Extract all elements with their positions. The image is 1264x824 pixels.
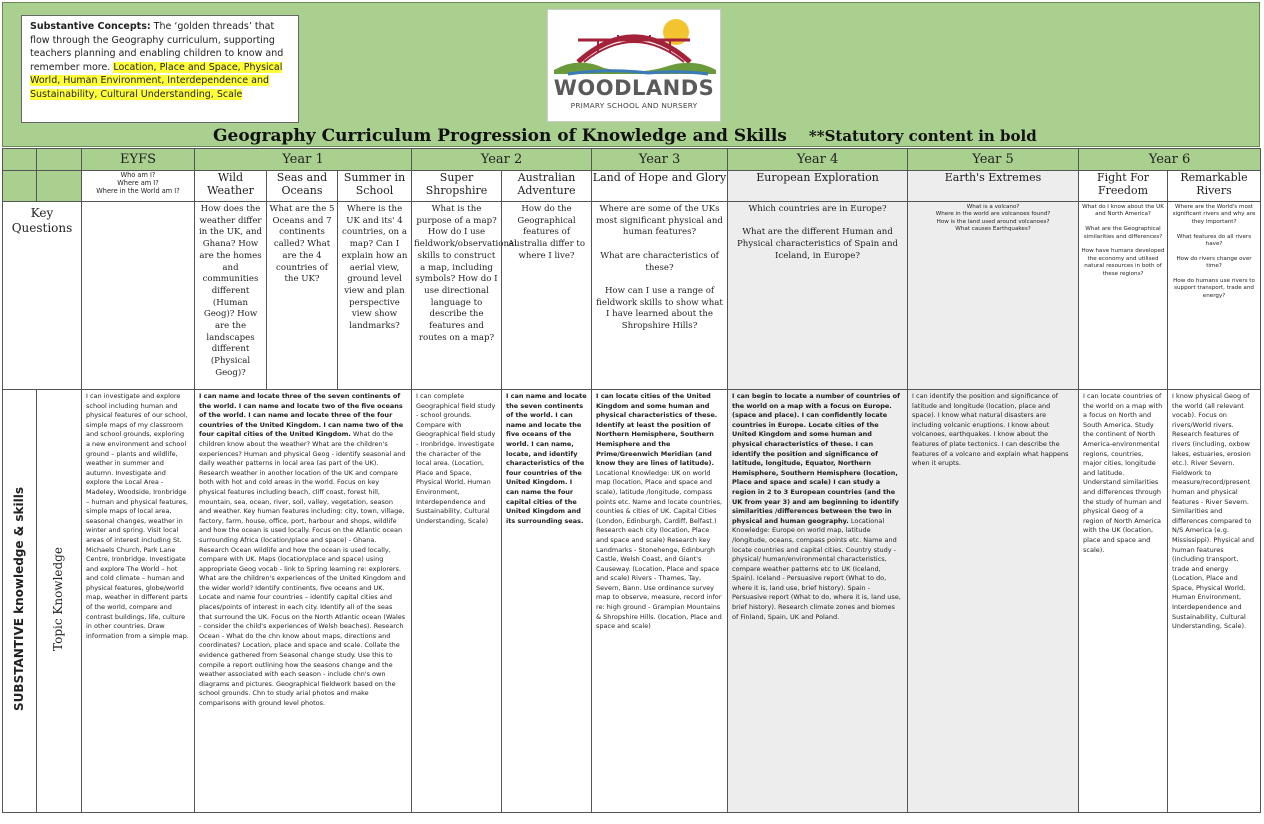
knowledge-year4-statutory: I can begin to locate a number of countries of the world on a map with a focus on Europe. (space and place). I can confidently locate countries in Europe. Locate cities of the United Kingdom and some human and physical characteristics of these. I can identify the position and significance of latitude, longitude, Equator, Northern Hemisphere, Southern Hemisphere (location, Place and space and scale) I can study a region in 2 to 3 European countries (and the UK from year 3) and am beginning to identify similarities /differences between the two in physical and human geography. (732, 392, 900, 525)
concepts-text: The ‘golden threads’ that flow through the Geography curriculum, supporting teachers planning and enabling children to know and remember more. (30, 21, 284, 73)
knowledge-remarkable-rivers-text: I know physical Geog of the world (all relevant vocab). Focus on rivers/World rivers. Research features of rivers (including, oxbow lakes, estuaries, erosion etc.). River Severn. Fieldwork to measure/record/present human and physical features - River Severn. Similarities and differences compared to N/S America (e.g. Mississippi). Physical and human features (including transport, trade and energy (Location, Place and Space, Physical World, Human Environment, Interdependence and Sustainability, Cultural Understanding, Scale). (1172, 392, 1255, 631)
school-logo (547, 9, 721, 122)
unit-earths-extremes: Earth's Extremes (908, 171, 1079, 202)
statutory-note: **Statutory content in bold (808, 127, 1037, 145)
knowledge-year3 (592, 390, 728, 813)
knowledge-year4 (728, 390, 908, 813)
topic-knowledge-row (3, 390, 1261, 813)
questions-remarkable-rivers: Where are the World's most significant rivers and why are they important? What features do all rivers have? How do rivers change over time? How do humans use rivers to support transport, trade and energy? (1168, 202, 1261, 390)
year-header-year6: Year 6 (1079, 149, 1261, 171)
unit-wild-weather: Wild Weather (195, 171, 267, 202)
key-questions-row (3, 202, 1261, 390)
knowledge-year1 (195, 390, 412, 813)
concepts-highlight: Location, Place and Space, Physical World, Human Environment, Interdependence and Sustainability, Cultural Understanding, Scale (30, 61, 283, 100)
unit-super-shropshire: Super Shropshire (412, 171, 502, 202)
year-header-row (3, 149, 1261, 171)
knowledge-year3-statutory: I can locate cities of the United Kingdom and some human and physical characteristics of these. Identify at least the position of Northern Hemisphere, Southern Hemisphere and the Prime/Greenwich Meridian (and know they are lines of latitude). (596, 392, 718, 468)
concepts-title: Substantive Concepts: (30, 21, 151, 32)
unit-australian-adventure: Australian Adventure (502, 171, 592, 202)
key-questions-label: Key Questions (3, 202, 82, 390)
year-header-year4: Year 4 (728, 149, 908, 171)
questions-seas-and-oceans: What are the 5 Oceans and 7 continents called? What are the 4 countries of the UK? (267, 202, 338, 390)
knowledge-fight-for-freedom-text: I can locate countries of the world on a map with a focus on North and South America. Study the continent of North America-environmental regions, countries, major cities, longitude and latitude. Understand similarities and differences through the study of human and physical Geog of a region of North America with the UK (location, place and space and scale). (1083, 392, 1163, 554)
unit-seas-and-oceans: Seas and Oceans (267, 171, 338, 202)
page-title (213, 126, 1253, 146)
questions-super-shropshire: What is the purpose of a map? How do I use fieldwork/observational skills to construct a map, including symbols? How do I use directional language to describe the features and routes on a map? (412, 202, 502, 390)
unit-eyfs: Who am I? Where am I? Where in the World am I? (82, 171, 195, 202)
unit-european-exploration: European Exploration (728, 171, 908, 202)
blank-header-cell (3, 149, 37, 171)
questions-european-exploration: Which countries are in Europe? What are the different Human and Physical characteristics of Spain and Iceland, in Europe? (728, 202, 908, 390)
logo-subtitle: PRIMARY SCHOOL AND NURSERY (570, 101, 698, 110)
blank-unit-cell (37, 171, 82, 202)
unit-fight-for-freedom: Fight For Freedom (1079, 171, 1168, 202)
substantive-label-cell (3, 390, 37, 813)
unit-remarkable-rivers: Remarkable Rivers (1168, 171, 1261, 202)
knowledge-year3-text: Locational Knowledge: UK on world map (location, Place and space and scale), latitude /longitude, compass points etc. Name and locate countries, counties & cities of UK. Capital Cities (London, Edinburgh, Cardiff, Belfast.) Research each city (location, Place and space and scale) Research key Landmarks - Stonehenge, Edinburgh Castle, Welsh Coast, and Giant's Causeway. (Location, Place and space and scale) Rivers - Thames, Tay, Severn, Bann. Use ordinance survey map to observe, measure, record infor re: high ground - Grampian Mountains & Shropshire Hills. (location, Place and space and scale) (596, 468, 723, 631)
topic-label-cell (37, 390, 82, 813)
substantive-concepts-box (21, 15, 299, 123)
questions-fight-for-freedom: What do I know about the UK and North America? What are the Geographical similarities and differences? How have humans developed the economy and utilised natural resources in both of these regions? (1079, 202, 1168, 390)
questions-earths-extremes: What is a volcano? Where in the world are volcanoes found? How is the land used around volcanoes? What causes Earthquakes? (908, 202, 1079, 390)
topic-knowledge-label: Topic Knowledge (51, 547, 66, 651)
knowledge-year1-text: What do the children know about the weather? What are the children's experiences? Human and physical Geog - identify seasonal and daily weather patterns in local area (as part of the UK). Research weather in another location of the UK and compare both with hot and cold areas in the world. Focus on key physical features including beach, cliff coast, forest hill, mountain, sea, ocean, river, soil, valley, vegetation, season and weather. Key human features including: city, town, village, factory, farm, house, office, port, harbour and shops, wildlife and how the ocean is used locally. Focus on the Atlantic ocean surrounding Africa (location/place and space) - Ghana. Research Ocean wildlife and how the ocean is used locally, compare with UK. Maps (location/place and space) using appropriate Geog vocab - link to Spring learning re: explorers. What are the children's experiences of the United Kingdom and the wider world? Identify continents, five oceans and UK. Locate and name four countries – identify capital cities and places/points of interest in each city. Identify all of the seas that surround the UK. Focus on the North Atlantic ocean (Wales - consider the child's experiences of Welsh beaches). Research Ocean - What do the chn know about maps, directions and coordinates? Location, place and space and scale. Collate the evidence gathered from Seasonal change study. Use this to compile a report outlining how the seasons change and the weather associated with each season - include chn's own diagrams and pictures. Geographical fieldwork based on the school grounds. Chn to study arial photos and make comparisons with ground level photos. (199, 430, 406, 707)
bridge-logo-icon (548, 10, 720, 80)
knowledge-super-shropshire-text: I can complete Geographical field study - school grounds. Compare with Geographical field study - Ironbridge. Investigate the character of the local area. (Location, Place and Space, Physical World, Human Environment, Interdependence and Sustainability, Cultural Understanding, Scale) (416, 392, 496, 525)
unit-summer-in-school: Summer in School (338, 171, 412, 202)
blank-header-cell (37, 149, 82, 171)
knowledge-remarkable-rivers (1168, 390, 1261, 813)
unit-land-of-hope-and-glory: Land of Hope and Glory (592, 171, 728, 202)
knowledge-australian-adventure (502, 390, 592, 813)
substantive-label: SUBSTANTIVE knowledge & skills (11, 487, 26, 711)
knowledge-australian-adventure-text: I can name and locate the seven continents of the world. I can name and locate the five oceans of the world. I can name, locate, and identify characteristics of the four countries of the United Kingdom. I can name the four capital cities of the United Kingdom and its surrounding seas. (506, 392, 587, 525)
questions-australian-adventure: How do the Geographical features of Australia differ to where I live? (502, 202, 592, 390)
questions-eyfs (82, 202, 195, 390)
logo-title: WOODLANDS (553, 76, 715, 100)
knowledge-eyfs-text: I can investigate and explore school including human and physical features of our school, simple maps of my classroom and school grounds, exploring a new environment and school ground – plants and wildlife, weather in summer and autumn. Investigate and explore the Local Area - Madeley, Woodside, Ironbridge – human and physical features, simple maps of local area, seasonal changes, weather in winter and spring. Visit local areas of interest including St. Michaels Church, Park Lane Centre, Ironbridge. Investigate and explore The World – hot and cold climate – human and physical features, globe/world map, weather in different parts of the world, compare and contrast buildings, life, culture in other countries. Draw information from a simple map. (86, 392, 189, 640)
year-header-year2: Year 2 (412, 149, 592, 171)
year-header-year5: Year 5 (908, 149, 1079, 171)
questions-land-of-hope-and-glory: Where are some of the UKs most significant physical and human features? What are characteristics of these? How can I use a range of fieldwork skills to show what I have learned about the Shropshire Hills? (592, 202, 728, 390)
page-title-main: Geography Curriculum Progression of Knowledge and Skills (213, 126, 787, 146)
questions-wild-weather: How does the weather differ in the UK, and Ghana? How are the homes and communities different (Human Geog)? How are the landscapes different (Physical Geog)? (195, 202, 267, 390)
knowledge-year5 (908, 390, 1079, 813)
blank-unit-cell (3, 171, 37, 202)
year-header-eyfs: EYFS (82, 149, 195, 171)
knowledge-year1-statutory: I can name and locate three of the seven continents of the world. I can name and locate two of the five oceans of the world. I can name and locate three of the four countries of the United Kingdom. I can name two of the four capital cities of the United Kingdom. (199, 392, 404, 439)
knowledge-super-shropshire (412, 390, 502, 813)
knowledge-eyfs (82, 390, 195, 813)
knowledge-year4-text: Locational Knowledge: Europe on world map, latitude /longitude, oceans, compass points etc. Name and locate countries and capital cities. Country study - physical/ human/environmental characteristics, compare weather patterns etc to UK (Iceland, Spain). Iceland - Persuasive report (What to do, where it is, land use, brief history). Spain - Persuasive report (What to do, where it is, land use, brief history). Research climate zones and biomes of Finland, Spain, UK and Poland. (732, 516, 901, 621)
year-header-year1: Year 1 (195, 149, 412, 171)
unit-row (3, 171, 1261, 202)
progression-table (2, 148, 1261, 813)
knowledge-year5-text: I can identify the position and significance of latitude and longitude (location, place and space). I know what natural disasters are including volcanic eruptions. I know about volcanoes, earthquakes. I know about the features of plate tectonics. I can describe the features of a volcano and explain what happens when it erupts. (912, 392, 1069, 468)
header-banner (2, 2, 1260, 147)
questions-summer-in-school: Where is the UK and its' 4 countries, on a map? Can I explain how an aerial view, ground level view and plan perspective view show landmarks? (338, 202, 412, 390)
year-header-year3: Year 3 (592, 149, 728, 171)
knowledge-fight-for-freedom (1079, 390, 1168, 813)
